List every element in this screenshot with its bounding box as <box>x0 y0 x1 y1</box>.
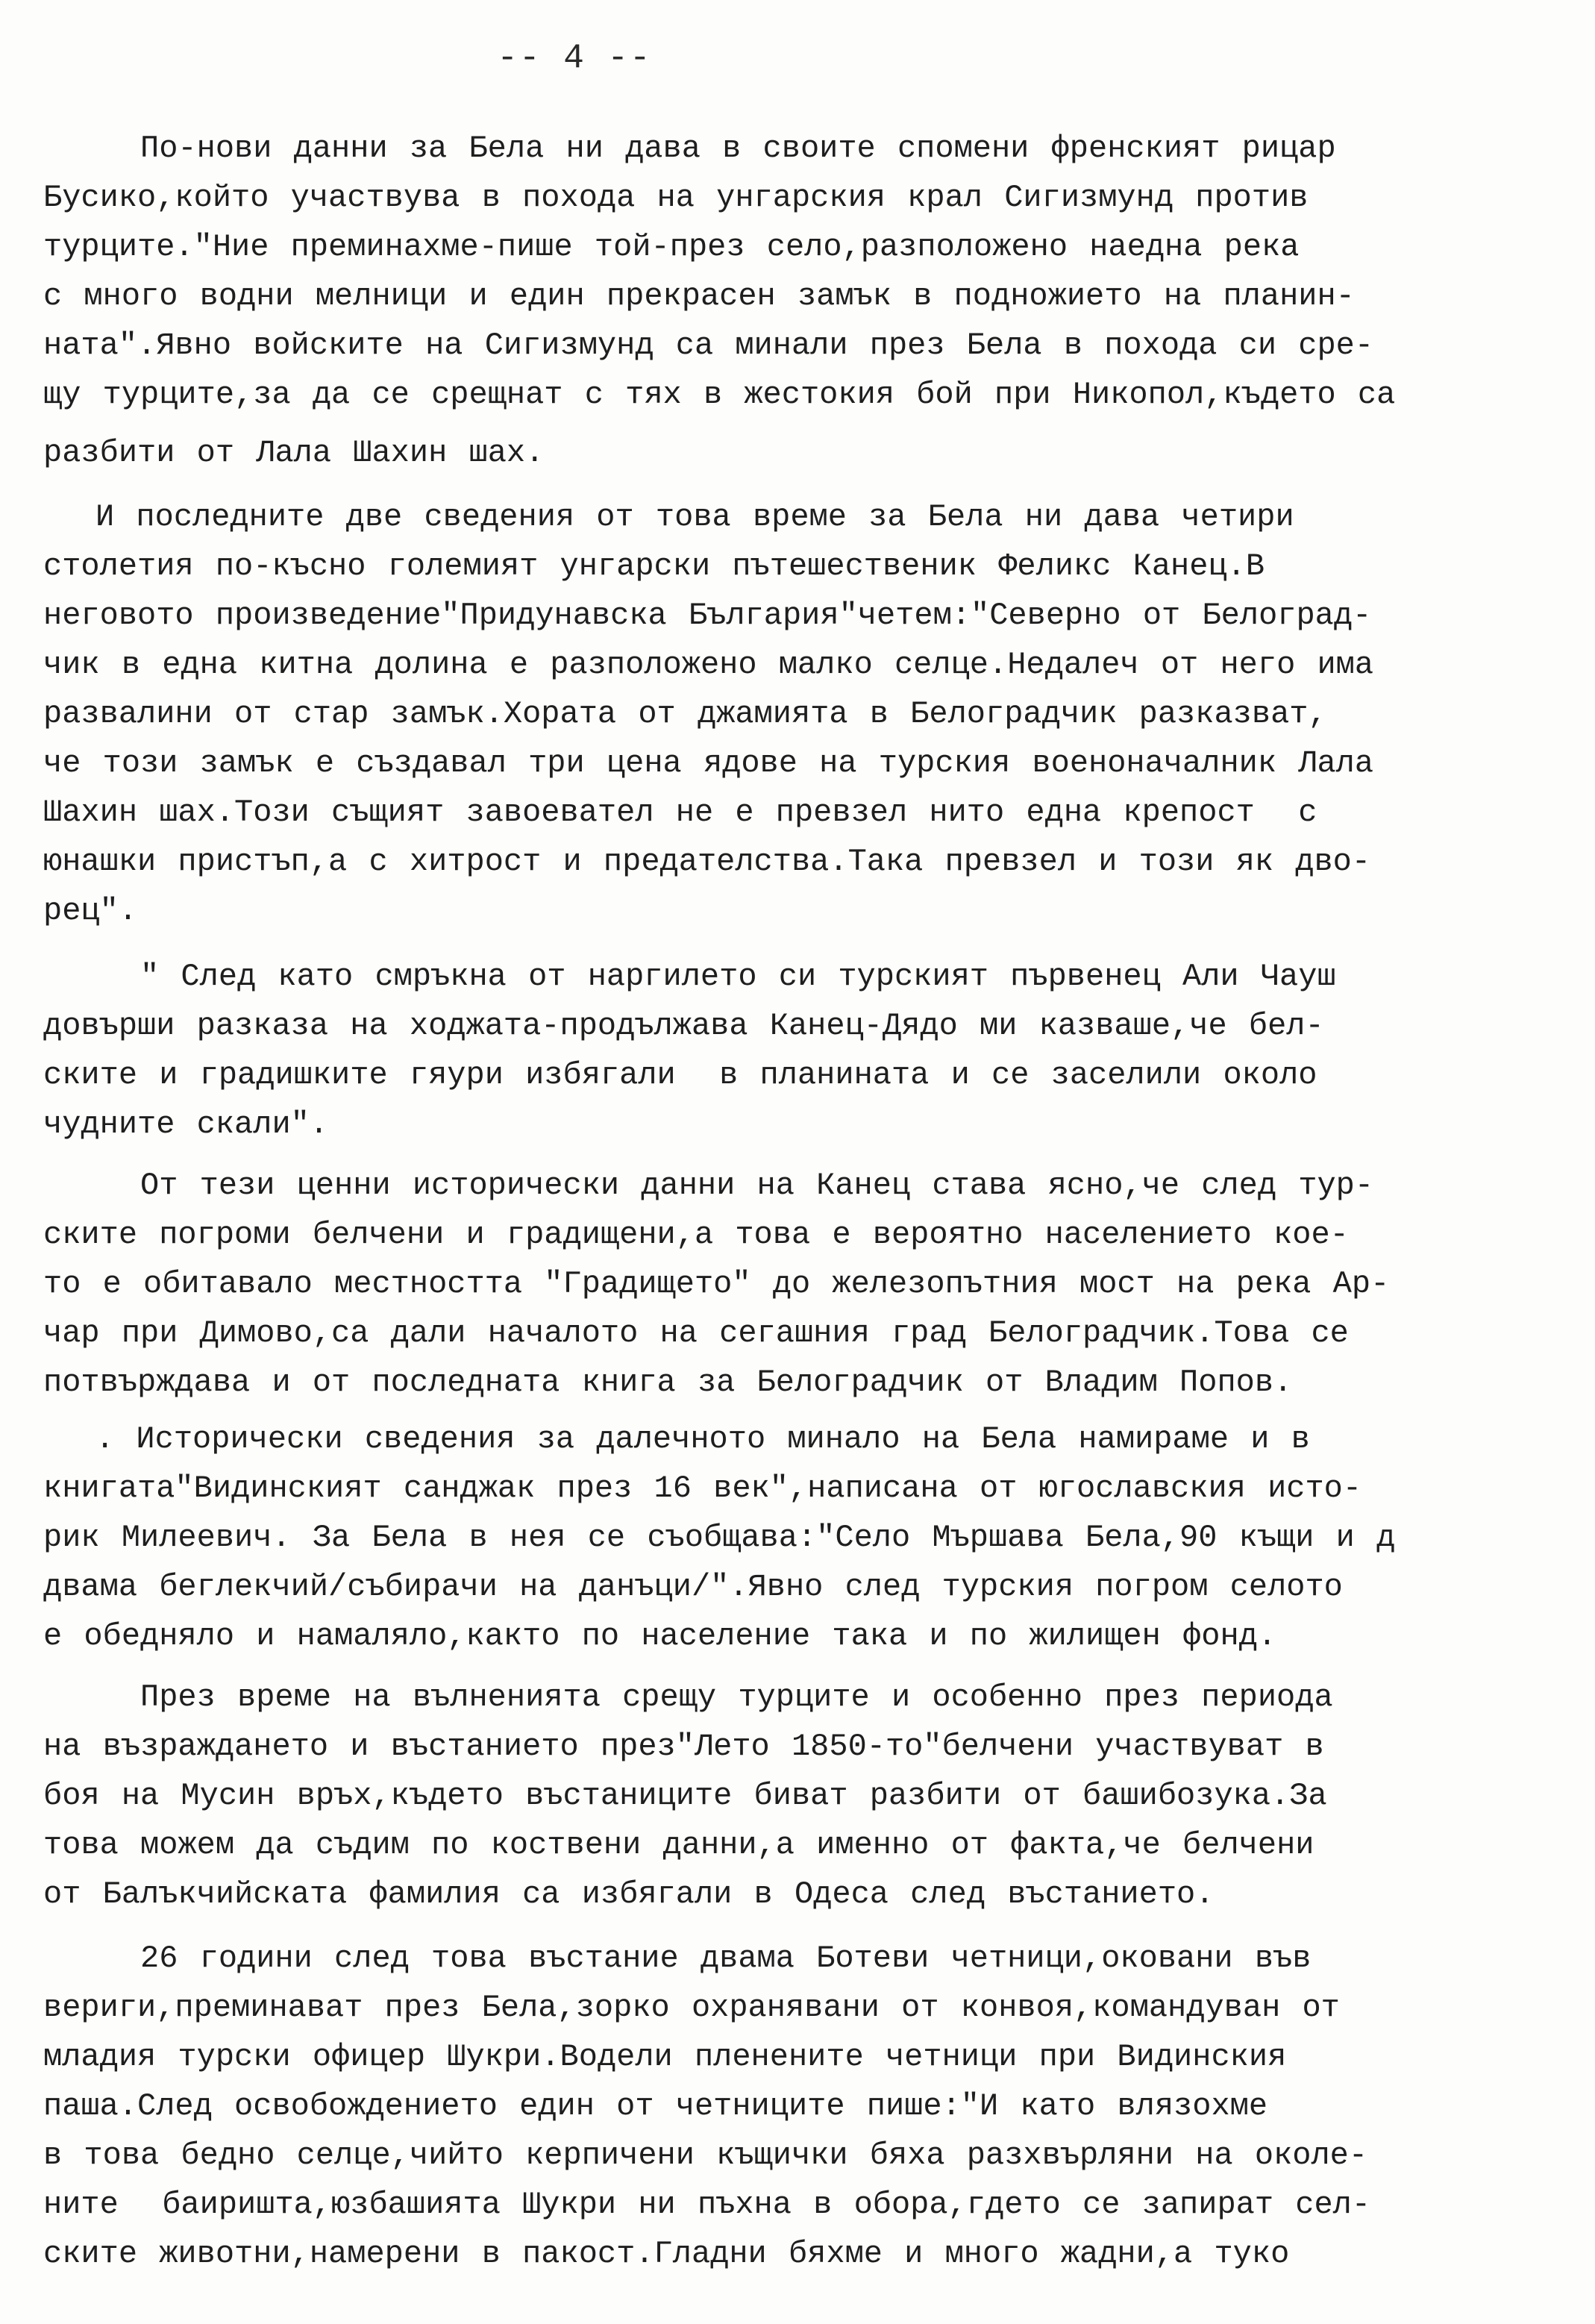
text-line: ските животни,намерени в пакост.Гладни бяхме и много жадни,а туко <box>43 2236 1290 2272</box>
text-line: юнашки пристъп,а с хитрост и предателства.Така превзел и този як дво- <box>43 844 1371 880</box>
text-line: Бусико,който участвува в похода на унгарския крал Сигизмунд против <box>43 180 1309 216</box>
text-line: щу турците,за да се срещнат с тях в жестокия бой при Никопол,където са <box>43 377 1396 413</box>
text-line: развалини от стар замък.Хората от джамията в Белоградчик разказват, <box>43 696 1327 732</box>
text-line: чар при Димово,са дали началото на сегашния град Белоградчик.Това се <box>43 1315 1349 1351</box>
text-line: 26 години след това въстание двама Ботеви четници,оковани във <box>140 1941 1312 1976</box>
text-line: е обедняло и намаляло,както по население така и по жилищен фонд. <box>43 1618 1277 1654</box>
text-line: ските и градишките гяури избягали в планината и се заселили около <box>43 1057 1317 1093</box>
text-line: вериги,преминават през Бела,зорко охранявани от конвоя,командуван от <box>43 1990 1340 2026</box>
text-line: рик Милеевич. За Бела в нея се съобщава:"Село Мършава Бела,90 къщи и д <box>43 1520 1396 1556</box>
text-line: потвърждава и от последната книга за Белоградчик от Владим Попов. <box>43 1365 1293 1400</box>
text-line: По-нови данни за Бела ни дава в своите спомени френският рицар <box>140 131 1336 166</box>
text-line: ските погроми белчени и градищени,а това е вероятно населението кое- <box>43 1217 1349 1253</box>
text-line: чик в една китна долина е разположено малко селце.Недалеч от него има <box>43 647 1374 683</box>
text-line: с много водни мелници и един прекрасен замък в подножието на планин- <box>43 278 1355 314</box>
text-line: ните баиришта,юзбашията Шукри ни пъхна в обора,гдето се запират сел- <box>43 2187 1371 2223</box>
text-line: Шахин шах.Този същият завоевател не е превзел нито една крепост с <box>43 795 1317 830</box>
text-line: рец". <box>43 893 138 929</box>
text-line: това можем да съдим по коствени данни,а именно от факта,че белчени <box>43 1827 1314 1863</box>
page-number: -- 4 -- <box>497 39 652 78</box>
text-line: ната".Явно войските на Сигизмунд са минали през Бела в похода си сре- <box>43 328 1374 363</box>
text-line: . Исторически сведения за далечното минало на Бела намираме и в <box>95 1421 1310 1457</box>
text-line: то е обитавало местността "Градището" до железопътния мост на река Ар- <box>43 1266 1390 1302</box>
text-line: на възраждането и въстанието през"Лето 1850-то"белчени участвуват в <box>43 1729 1324 1764</box>
text-line: От тези ценни исторически данни на Канец става ясно,че след тур- <box>140 1168 1374 1203</box>
text-line: че този замък е създавал три цена ядове на турския военоначалник Лала <box>43 745 1374 781</box>
text-line: " След като смръкна от наргилето си турският първенец Али Чауш <box>140 959 1336 995</box>
text-line: неговото произведение"Придунавска България"четем:"Северно от Белоград- <box>43 598 1372 633</box>
text-line: книгата"Видинският санджак през 16 век",написана от югославския исто- <box>43 1470 1362 1506</box>
text-line: турците."Ние преминахме-пише той-през село,разположено наедна река <box>43 229 1300 265</box>
text-line: довърши разказа на ходжата-продължава Канец-Дядо ми казваше,че бел- <box>43 1008 1324 1044</box>
text-line: разбити от Лала Шахин шах. <box>43 435 545 471</box>
text-line: паша.След освобождението един от четниците пише:"И като влязохме <box>43 2088 1268 2124</box>
text-line: чудните скали". <box>43 1106 329 1142</box>
text-line: от Балъкчийската фамилия са избягали в Одеса след въстанието. <box>43 1876 1215 1912</box>
text-line: двама беглекчий/събирачи на данъци/".Явно след турския погром селото <box>43 1569 1343 1605</box>
text-line: в това бедно селце,чийто керпичени къщички бяха разхвърляни на околе- <box>43 2137 1368 2173</box>
text-line: И последните две сведения от това време за Бела ни дава четири <box>95 499 1294 535</box>
text-line: младия турски офицер Шукри.Водели пленените четници при Видинския <box>43 2039 1287 2075</box>
text-line: столетия по-късно големият унгарски пътешественик Феликс Канец.В <box>43 548 1265 584</box>
text-line: През време на вълненията срещу турците и особенно през периода <box>140 1679 1333 1715</box>
text-line: боя на Мусин връх,където въстаниците биват разбити от башибозука.За <box>43 1778 1327 1814</box>
